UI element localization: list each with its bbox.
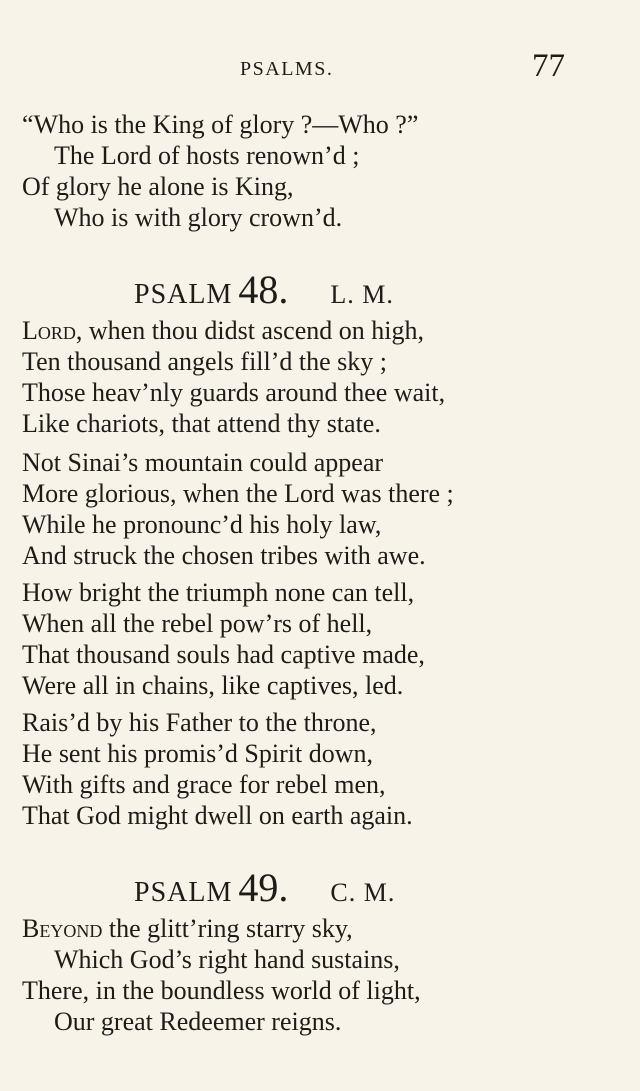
verse-line: And struck the chosen tribes with awe. bbox=[22, 541, 426, 570]
running-head bbox=[0, 48, 640, 90]
running-title: PSALMS. bbox=[240, 58, 334, 80]
verse-line: Who is with glory crown’d. bbox=[54, 203, 343, 232]
psalm-label: PSALM bbox=[134, 877, 233, 908]
opening-word: Lord bbox=[22, 316, 76, 345]
verse-line: While he pronounc’d his holy law, bbox=[22, 510, 382, 539]
verse-line: Ten thousand angels fill’d the sky ; bbox=[22, 347, 388, 376]
verse-line bbox=[22, 914, 353, 944]
page-number: 77 bbox=[532, 48, 565, 84]
verse-line: “Who is the King of glory ?—Who ?” bbox=[22, 110, 419, 139]
verse-line: He sent his promis’d Spirit down, bbox=[22, 739, 373, 768]
psalm-49-heading bbox=[134, 866, 395, 910]
verse-line bbox=[22, 316, 424, 346]
verse-line: Which God’s right hand sustains, bbox=[54, 945, 400, 974]
psalm-48-heading bbox=[134, 268, 394, 312]
verse-line: Like chariots, that attend thy state. bbox=[22, 409, 381, 438]
verse-line: When all the rebel pow’rs of hell, bbox=[22, 609, 373, 638]
psalm-number: 48. bbox=[238, 267, 289, 312]
verse-line: With gifts and grace for rebel men, bbox=[22, 770, 386, 799]
opening-word: Beyond bbox=[22, 914, 103, 943]
verse-line: Rais’d by his Father to the throne, bbox=[22, 708, 377, 737]
psalm-label: PSALM bbox=[134, 279, 233, 310]
opening-line-rest: , when thou didst ascend on high, bbox=[75, 316, 424, 345]
verse-line: Not Sinai’s mountain could appear bbox=[22, 448, 384, 477]
psalm-meter: C. M. bbox=[330, 878, 396, 907]
verse-line: Were all in chains, like captives, led. bbox=[22, 671, 404, 700]
verse-line: There, in the boundless world of light, bbox=[22, 976, 421, 1005]
verse-line: How bright the triumph none can tell, bbox=[22, 578, 415, 607]
verse-line: Our great Redeemer reigns. bbox=[54, 1007, 342, 1036]
verse-line: That God might dwell on earth again. bbox=[22, 801, 413, 830]
verse-line: That thousand souls had captive made, bbox=[22, 640, 425, 669]
opening-line-rest: the glitt’ring starry sky, bbox=[102, 914, 353, 943]
psalm-number: 49. bbox=[238, 865, 289, 910]
verse-line: Those heav’nly guards around thee wait, bbox=[22, 378, 446, 407]
verse-line: More glorious, when the Lord was there ; bbox=[22, 479, 454, 508]
psalm-meter: L. M. bbox=[330, 280, 394, 309]
verse-line: The Lord of hosts renown’d ; bbox=[54, 141, 360, 170]
verse-line: Of glory he alone is King, bbox=[22, 172, 294, 201]
